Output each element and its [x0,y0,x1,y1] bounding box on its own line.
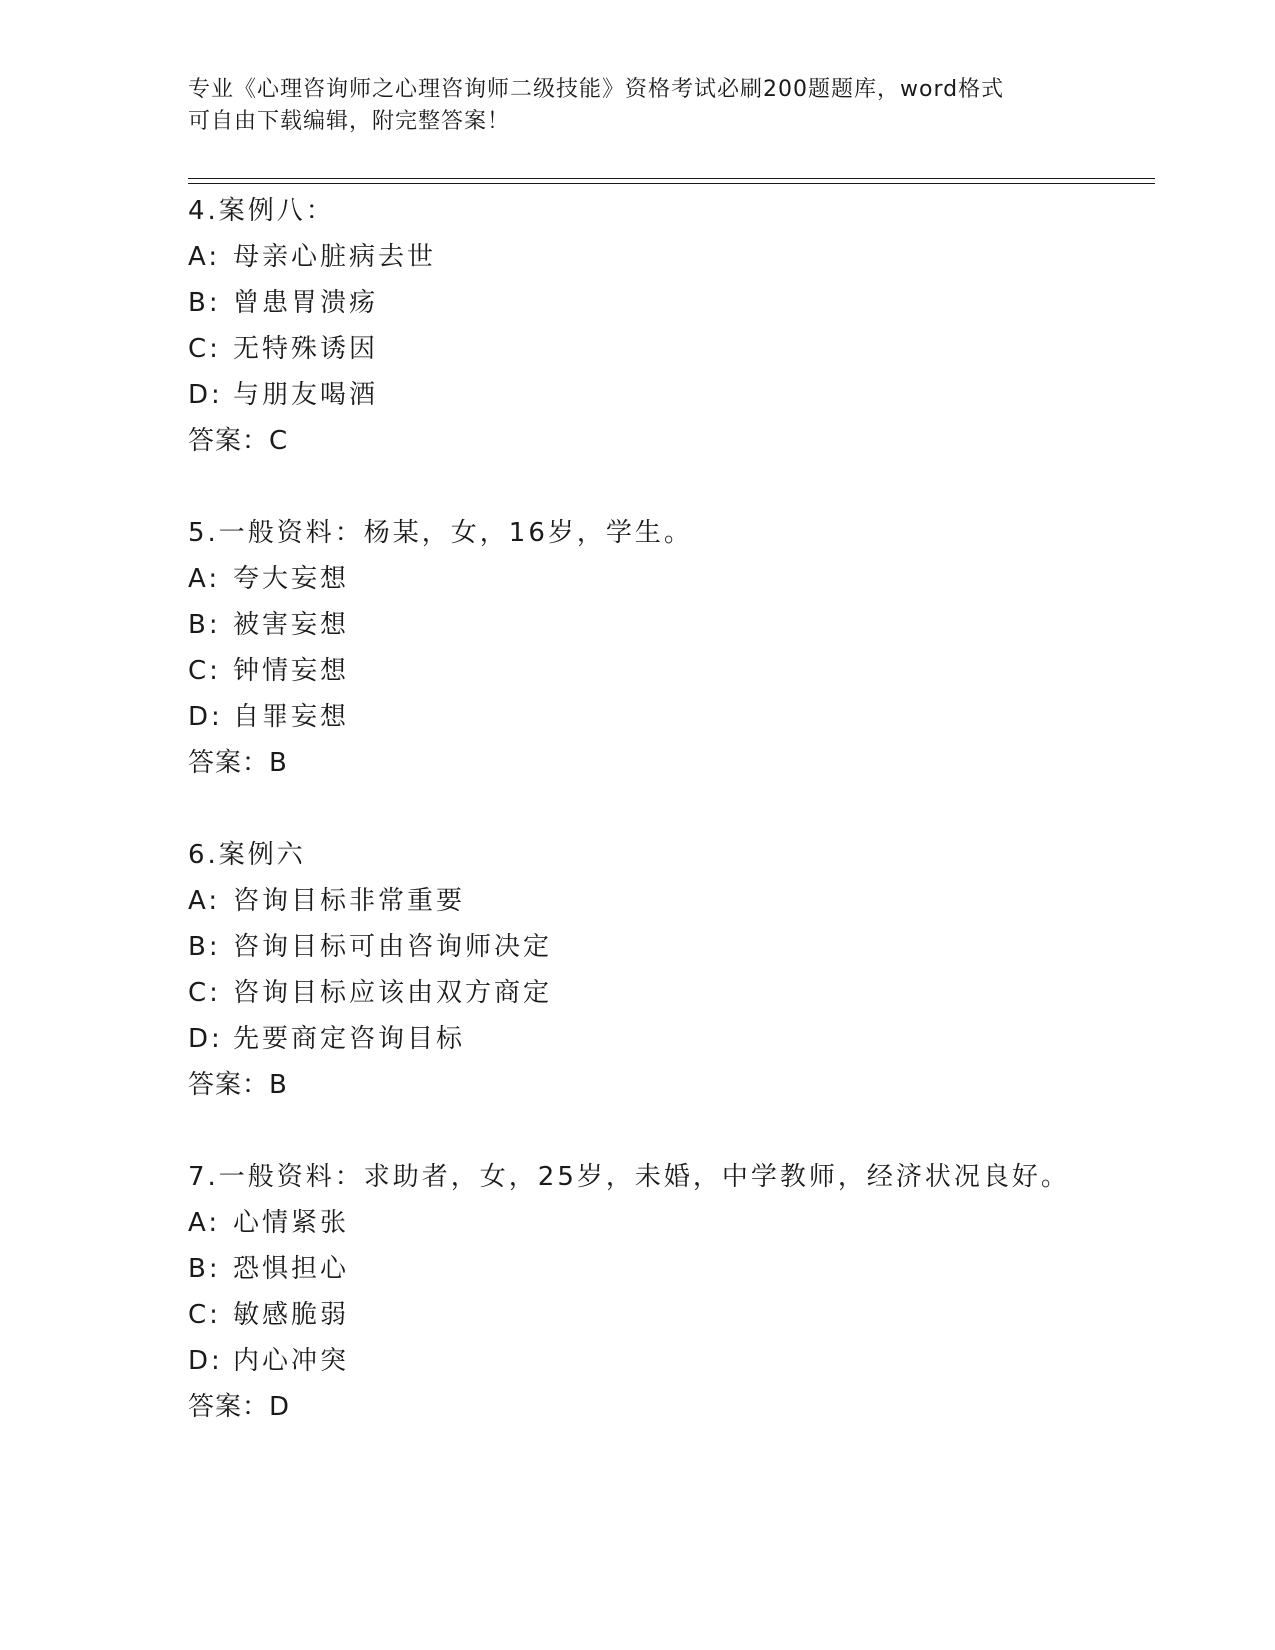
option-text: 咨询目标可由咨询师决定 [233,932,553,962]
option-text: 咨询目标非常重要 [233,886,466,916]
option-a [188,1200,1155,1246]
option-key: C: [188,334,221,364]
option-text: 恐惧担心 [233,1254,350,1284]
option-c [188,326,1155,372]
option-text: 无特殊诱因 [233,334,379,364]
option-d [188,372,1155,418]
option-text: 曾患胃溃疡 [233,288,379,318]
option-text: 敏感脆弱 [233,1300,350,1330]
option-text: 咨询目标应该由双方商定 [233,978,553,1008]
option-b [188,280,1155,326]
question-list [188,188,1155,1476]
question-title: 4.案例八： [188,196,335,226]
option-text: 先要商定咨询目标 [233,1024,466,1054]
question-title: 7.一般资料：求助者，女，25岁，未婚，中学教师，经济状况良好。 [188,1162,1070,1192]
option-b [188,602,1155,648]
option-d [188,694,1155,740]
option-c [188,1292,1155,1338]
header-line-1: 专业《心理咨询师之心理咨询师二级技能》资格考试必刷200题题库，word格式 [188,77,1005,102]
header-divider-top [188,178,1155,179]
option-a [188,556,1155,602]
option-key: B: [188,288,221,318]
option-key: C: [188,978,221,1008]
option-key: D: [188,702,223,732]
option-key: D: [188,1024,223,1054]
option-b [188,924,1155,970]
option-key: A: [188,1208,221,1238]
option-text: 被害妄想 [233,610,350,640]
document-header [188,74,1088,138]
option-c [188,970,1155,1016]
option-key: D: [188,380,223,410]
header-divider-bottom [188,183,1155,184]
option-a [188,234,1155,280]
option-d [188,1016,1155,1062]
option-key: C: [188,1300,221,1330]
option-key: B: [188,1254,221,1284]
option-key: A: [188,564,221,594]
option-d [188,1338,1155,1384]
option-key: B: [188,932,221,962]
option-key: A: [188,242,221,272]
answer: 答案：B [188,1070,288,1100]
option-c [188,648,1155,694]
question-title: 6.案例六 [188,840,306,870]
option-a [188,878,1155,924]
option-text: 心情紧张 [233,1208,350,1238]
option-key: D: [188,1346,223,1376]
header-line-2: 可自由下载编辑，附完整答案！ [188,109,511,134]
option-key: A: [188,886,221,916]
option-text: 母亲心脏病去世 [233,242,437,272]
question-7 [188,1154,1155,1430]
option-text: 内心冲突 [233,1346,350,1376]
question-6 [188,832,1155,1108]
option-key: B: [188,610,221,640]
question-title: 5.一般资料：杨某，女，16岁，学生。 [188,518,693,548]
option-text: 自罪妄想 [233,702,350,732]
question-4 [188,188,1155,464]
answer: 答案：C [188,426,289,456]
option-text: 钟情妄想 [233,656,350,686]
option-text: 夸大妄想 [233,564,350,594]
answer: 答案：D [188,1392,291,1422]
option-key: C: [188,656,221,686]
question-5 [188,510,1155,786]
answer: 答案：B [188,748,288,778]
option-text: 与朋友喝酒 [233,380,379,410]
option-b [188,1246,1155,1292]
